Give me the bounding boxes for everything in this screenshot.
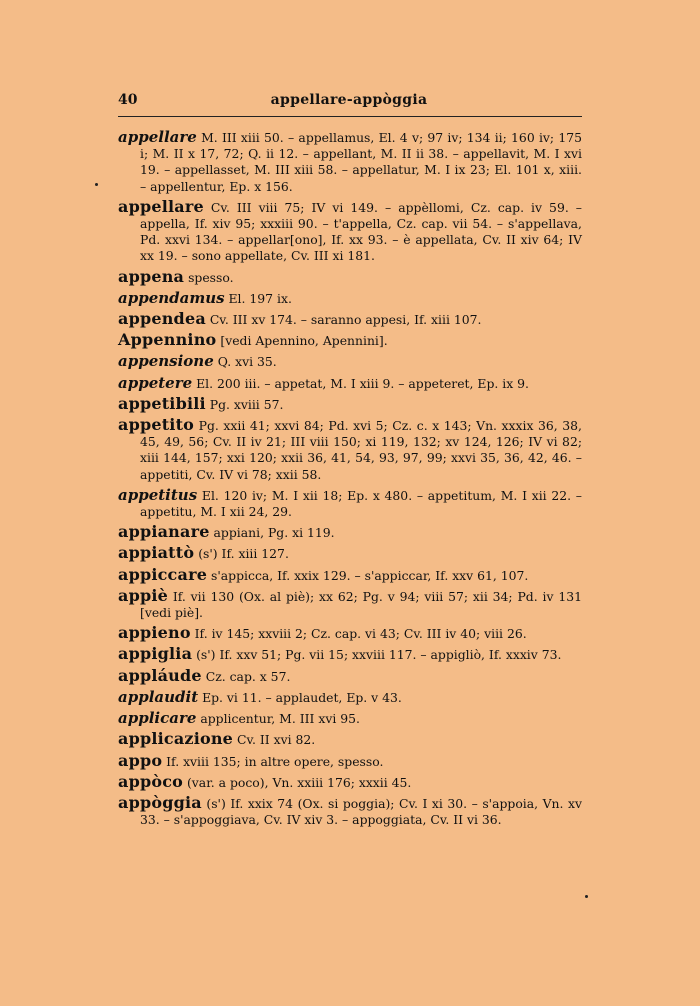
stray-mark (95, 183, 98, 186)
header-rule (118, 116, 582, 117)
headword: appòggia (118, 792, 202, 812)
dictionary-entry (118, 792, 582, 828)
entry-list (118, 129, 582, 832)
entry-citations: Cv. III viii 75; IV vi 149. – appèllomi, Cz. cap. iv 59. – appella, If. xiv 95; xxxiii 90. – t'appella, Cz. cap. vii 54. – s'appellava, Pd. xxvi 134. – appellar[ono], If. xx 93. – è appellata, Cv. II xiv 64; IV xx 19. – sono appellate, Cv. III xi 181. (140, 199, 582, 264)
headword: appiattò (118, 543, 195, 563)
dictionary-entry (118, 375, 582, 392)
headword: appiè (118, 585, 168, 605)
headword: appetibili (118, 393, 206, 413)
entry-citations: Cv. III xv 174. – saranno appesi, If. xiii 107. (205, 312, 482, 328)
headword: appieno (118, 623, 191, 643)
entry-citations: If. vii 130 (Ox. al piè); xx 62; Pg. v 94; viii 57; xii 34; Pd. iv 131 [vedi piè]. (140, 588, 582, 621)
headword: appetito (118, 415, 195, 435)
entry-citations: spesso. (184, 269, 234, 285)
headword: applicare (118, 709, 197, 728)
page-number: 40 (118, 92, 138, 108)
entry-citations: El. 200 iii. – appetat, M. I xiii 9. – appeteret, Ep. ix 9. (192, 375, 529, 391)
dictionary-entry (118, 129, 582, 195)
headword: appòco (118, 771, 184, 791)
dictionary-entry (118, 689, 582, 706)
dictionary-entry (118, 731, 582, 748)
headword: appianare (118, 522, 210, 542)
headword: appiglia (118, 644, 193, 664)
entry-citations: If. iv 145; xxviii 2; Cz. cap. vi 43; Cv. III iv 40; viii 26. (190, 626, 527, 642)
entry-citations: M. III xiii 50. – appellamus, El. 4 v; 97 iv; 134 ii; 160 iv; 175 i; M. II x 17, 72; Q. ii 12. – appellant, M. II ii 38. – appellavit, M. I xvi 19. – appellasset, M. III xiii 58. – appellatur, M. I ix 23; El. 101 x, xiii. – appellentur, Ep. x 156. (140, 130, 582, 194)
entry-citations: El. 120 iv; M. I xii 18; Ep. x 480. – appetitum, M. I xii 22. – appetitu, M. I xii 24, 29. (140, 487, 582, 520)
headword: applicazione (118, 729, 234, 749)
running-head: appellare-appòggia (270, 92, 428, 108)
entry-citations: [vedi Apennino, Apennini]. (216, 333, 388, 349)
headword: appetitus (118, 485, 198, 504)
headword: appláude (118, 665, 202, 685)
dictionary-entry (118, 564, 582, 584)
dictionary-entry (118, 665, 582, 685)
dictionary-entry (118, 524, 582, 541)
entry-citations: Pg. xxii 41; xxvi 84; Pd. xvi 5; Cz. c. x 143; Vn. xxxix 36, 38, 45, 49, 56; Cv. II iv 21; III viii 150; xi 119, 132; xv 124, 126; IV vi 82; xiii 144, 157; xxi 120; xxii 36, 41, 54, 93, 97, 99; xxvi 35, 36, 42, 46. – appetiti, Cv. IV vi 78; xxii 58. (140, 418, 582, 482)
headword: appellare (118, 196, 204, 216)
headword: appo (118, 750, 163, 770)
dictionary-entry (118, 625, 582, 642)
dictionary-entry (118, 487, 582, 520)
dictionary-entry (118, 646, 582, 663)
dictionary-entry (118, 750, 582, 770)
headword: appiccare (118, 564, 208, 584)
entry-citations: If. xviii 135; in altre opere, spesso. (162, 753, 384, 769)
entry-citations: (s') If. xxv 51; Pg. vii 15; xxviii 117. – appigliò, If. xxxiv 73. (192, 647, 562, 663)
headword: appendea (118, 309, 206, 329)
entry-citations: Pg. xviii 57. (205, 396, 284, 412)
dictionary-entry (118, 710, 582, 727)
entry-citations: Cz. cap. x 57. (201, 668, 291, 684)
dictionary-entry (118, 332, 582, 349)
entry-citations: applicentur, M. III xvi 95. (196, 711, 360, 727)
dictionary-entry (118, 545, 582, 562)
dictionary-entry (118, 311, 582, 328)
dictionary-entry (118, 585, 582, 621)
entry-citations: Q. xvi 35. (213, 354, 277, 370)
headword: appetere (118, 373, 193, 392)
headword: appensione (118, 352, 214, 371)
dictionary-entry (118, 290, 582, 307)
dictionary-entry (118, 771, 582, 791)
entry-citations: Ep. vi 11. – applaudet, Ep. v 43. (198, 689, 402, 705)
dictionary-entry (118, 417, 582, 483)
headword: appellare (118, 128, 197, 146)
dictionary-entry (118, 196, 582, 265)
stray-mark (585, 895, 588, 898)
entry-citations: s'appicca, If. xxix 129. – s'appiccar, If. xxv 61, 107. (207, 567, 529, 583)
page-header (118, 92, 580, 114)
entry-citations: appiani, Pg. xi 119. (209, 525, 335, 541)
entry-citations: (s') If. xxix 74 (Ox. si poggia); Cv. I xi 30. – s'appoia, Vn. xv 33. – s'appoggiava, Cv. IV xiv 3. – appoggiata, Cv. II vi 36. (140, 795, 582, 828)
dictionary-entry (118, 266, 582, 286)
dictionary-entry (118, 393, 582, 413)
dictionary-entry (118, 353, 582, 370)
entry-citations: (var. a poco), Vn. xxiii 176; xxxii 45. (183, 774, 412, 790)
headword: Appennino (118, 330, 217, 350)
headword: appena (118, 266, 185, 286)
entry-citations: (s') If. xiii 127. (194, 546, 289, 562)
entry-citations: Cv. II xvi 82. (233, 732, 316, 748)
entry-citations: El. 197 ix. (224, 290, 292, 306)
headword: appendamus (118, 288, 225, 307)
headword: applaudit (118, 687, 199, 706)
